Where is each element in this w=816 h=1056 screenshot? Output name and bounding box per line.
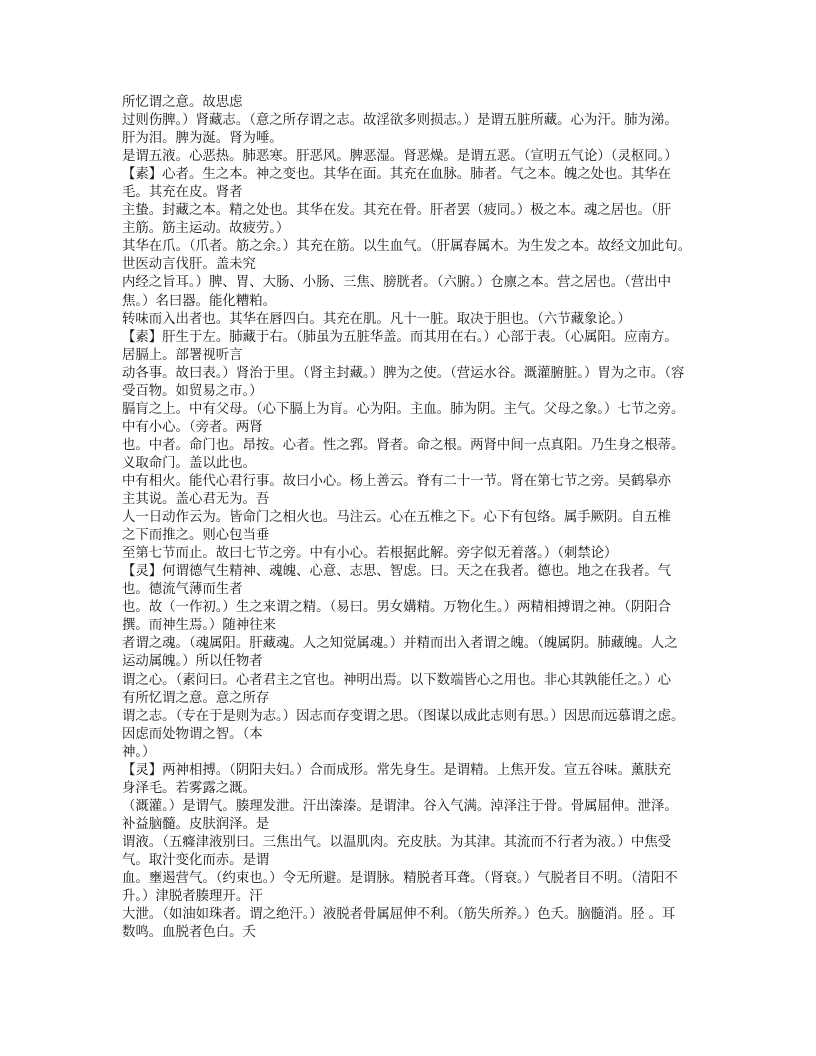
text-line: 撰。而神生焉。）随神往来 — [122, 618, 276, 634]
text-line: 其华在爪。（爪者。筋之余。）其充在筋。以生血气。（肝属春属木。为生发之本。故经文加此句。 — [122, 239, 692, 255]
text-line: 是谓五液。心恶热。肺恶寒。肝恶风。脾恶湿。肾恶燥。是谓五恶。（宣明五气论）（灵枢同。） — [122, 149, 678, 165]
text-line: 义取命门。盖以此也。 — [122, 455, 256, 471]
text-line: 神。） — [122, 744, 156, 760]
text-line: 受百物。如贸易之市。） — [122, 383, 263, 399]
text-line: 主其说。盖心君无为。吾 — [122, 492, 270, 508]
text-line: 居膈上。部署视听言 — [122, 347, 243, 363]
document-page — [122, 94, 722, 942]
text-line: 身泽毛。若雾露之溉。 — [122, 780, 256, 796]
text-line: 转味而入出者也。其华在唇四白。其充在肌。凡十一脏。取决于胆也。（六节藏象论。） — [122, 311, 631, 327]
text-line: 运动属魄。）所以任物者 — [122, 654, 263, 670]
text-line: 膈肓之上。中有父母。（心下膈上为肓。心为阳。主血。肺为阴。主气。父母之象。）七节之旁。 — [122, 401, 685, 417]
text-line: 气。取汁变化而赤。是谓 — [122, 852, 270, 868]
text-line: 有所忆谓之意。意之所存 — [122, 690, 270, 706]
text-line: 动各事。故曰表。）肾治于里。（肾主封藏。）脾为之使。（营运水谷。溉灌腑脏。）胃为之市。（容 — [122, 365, 685, 381]
text-line: 中有小心。（旁者。两肾 — [122, 419, 263, 435]
text-line: 过则伤脾。）肾藏志。（意之所存谓之志。故淫欲多则损志。）是谓五脏所藏。心为汗。肺为涕。 — [122, 113, 678, 129]
text-line: 也。中者。命门也。昂按。心者。性之郛。肾者。命之根。两肾中间一点真阳。乃生身之根蒂。 — [122, 437, 685, 453]
text-line: 【灵】两神相搏。（阴阳夫妇。）合而成形。常先身生。是谓精。上焦开发。宣五谷味。薰肤充 — [122, 762, 672, 778]
text-line: 也。德流气薄而生者 — [122, 582, 243, 598]
text-line: 谓之心。（素问曰。心者君主之官也。神明出焉。以下数端皆心之用也。非心其孰能任之。）心 — [122, 672, 672, 688]
text-line: 焦。）名曰器。能化糟粕。 — [122, 293, 276, 309]
text-line: 世医动言伐肝。盖未究 — [122, 257, 256, 273]
text-line: 因虑而处物谓之智。（本 — [122, 726, 263, 742]
text-line: 【素】心者。生之本。神之变也。其华在面。其充在血脉。肺者。气之本。魄之处也。其华在 — [122, 167, 672, 183]
text-line: 者谓之魂。（魂属阳。肝藏魂。人之知觉属魂。）并精而出入者谓之魄。（魄属阴。肺藏魄。人之 — [122, 636, 678, 652]
text-line: 数鸣。血脱者色白。夭 — [122, 925, 256, 941]
text-line: 升。）津脱者腠理开。汗 — [122, 889, 263, 905]
text-line: 至第七节而止。故曰七节之旁。中有小心。若根据此解。旁字似无着落。）（刺禁论） — [122, 546, 618, 562]
text-line: 谓液。（五癃津液别曰。三焦出气。以温肌肉。充皮肤。为其津。其流而不行者为液。）中焦受 — [122, 834, 672, 850]
text-line: 之下而推之。则心包当垂 — [122, 528, 270, 544]
text-line: 毛。其充在皮。肾者 — [122, 185, 243, 201]
text-line: 主蛰。封藏之本。精之处也。其华在发。其充在骨。肝者罢（疲同。）极之本。魂之居也。（肝 — [122, 203, 672, 219]
text-line: 【灵】何谓德气生精神、魂魄、心意、志思、智虑。曰。天之在我者。德也。地之在我者。气 — [122, 564, 672, 580]
text-line: 【素】肝生于左。肺藏于右。（肺虽为五脏华盖。而其用在右。）心部于表。（心属阳。应南方。 — [122, 329, 678, 345]
text-line: 肝为泪。脾为涎。肾为唾。 — [122, 131, 283, 147]
text-line: 所忆谓之意。故思虑 — [122, 95, 243, 110]
text-line: 主筋。筋主运动。故疲劳。） — [122, 221, 290, 237]
text-line: 内经之旨耳。）脾、胃、大肠、小肠、三焦、膀胱者。（六腑。）仓廪之本。营之居也。（营出中 — [122, 275, 671, 291]
text-line: 血。壅遏营气。（约束也。）令无所避。是谓脉。精脱者耳聋。（肾衰。）气脱者目不明。（清阳不 — [122, 871, 678, 887]
text-line: （溉灌。）是谓气。腠理发泄。汗出溱溱。是谓津。谷入气满。淖泽注于骨。骨属屈伸。泄泽。 — [122, 798, 678, 814]
text-line: 补益脑髓。皮肤润泽。是 — [122, 816, 270, 832]
text-line: 中有相火。能代心君行事。故曰小心。杨上善云。脊有二十一节。肾在第七节之旁。吴鹤皋亦 — [122, 473, 672, 489]
text-line: 谓之志。（专在于是则为志。）因志而存变谓之思。（图谋以成此志则有思。）因思而远慕谓之虑。 — [122, 708, 685, 724]
text-line: 大泄。（如油如珠者。谓之绝汗。）液脱者骨属屈伸不利。（筋失所养。）色夭。脑髓消。胫 。耳 — [122, 907, 676, 923]
text-line: 人一日动作云为。皆命门之相火也。马注云。心在五椎之下。心下有包络。属手厥阴。自五椎 — [122, 510, 672, 526]
text-line: 也。故（一作初。）生之来谓之精。（易曰。男女媾精。万物化生。）两精相搏谓之神。（阴阳合 — [122, 600, 671, 616]
